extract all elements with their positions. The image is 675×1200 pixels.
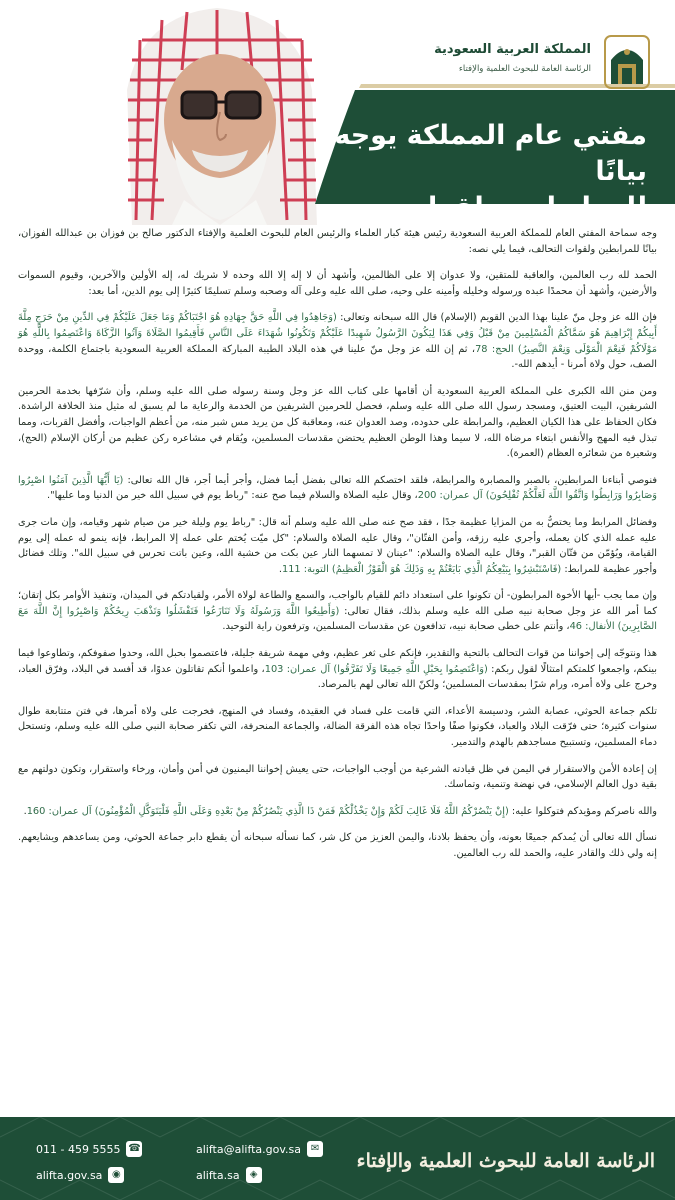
text-segment: هذا ونتوجّه إلى إخواننا من قوات التحالف بالتحية والتقدير، فإنكم على ثغر عظيم، وفي مهمة شريفة جليلة، فاعتصموا بحبل الله، وحدوا صفوفكم، وتطاوعوا فيما بينكم، واجمعوا كلمتكم امتثالًا لقول ربكم:: [18, 648, 657, 675]
social-icon: ◈: [246, 1167, 262, 1183]
paragraph-intro: وجه سماحة المفتي العام للمملكة العربية السعودية رئيس هيئة كبار العلماء والرئيس العام للبحوث العلمية والإفتاء الدكتور صالح بن فوزان بن عبدالله الفوزان، بيانًا للمرابطين ولقوات التحالف، فيما يلي نصه:: [18, 228, 657, 255]
phone-icon: ☎: [126, 1141, 142, 1157]
text-segment: ، وأنتم على خطى صحابة نبيه، تدافعون عن مقدسات المسلمين، وترفعون راية التوحيد.: [222, 621, 570, 633]
text-segment: فنوصي أبناءنا المرابطين، بالصبر والمصابرة والمرابطة، فلقد اختصكم الله تعالى بفضل أيما فضل، وأجر أيما أجر، قال الله تعالى:: [123, 474, 658, 486]
paragraph-advice: [18, 473, 657, 504]
mufti-portrait: [92, 0, 342, 225]
footer-calligraphy: الرئاسة العامة للبحوث العلمية والإفتاء: [356, 1150, 655, 1172]
quran-verse: (وَاعْتَصِمُوا بِحَبْلِ اللَّهِ جَمِيعًا وَلَا تَفَرَّقُوا) آل عمران: 103: [264, 663, 488, 675]
phone-number: 011 - 459 5555: [36, 1142, 121, 1156]
paragraph-closing: نسأل الله تعالى أن يُمدكم جميعًا بعونه، وأن يحفظ بلادنا، واليمن العزيز من كل شر، كما نسأله سبحانه أن يقطع دابر جماعة الحوثي، ومن يساعدهم ويشايعهم. إنه ولي ذلك والقادر عليه، والحمد لله رب العالمين.: [18, 832, 657, 859]
text-segment: وفضائل المرابط وما يختصُّ به من المزايا عظيمة جدًا ، فقد صح عنه صلى الله عليه وسلم أنه قال: "رباط يوم وليلة خير من صيام شهر وقيامه، وإن مات جرى عليه عمله الذي كان يعمله، وأجري عليه رزقه، وأمن الفتّان"، وقال عليه الصلاة والسلام: "كل ميّت يُختم على عمله إلا المرابط، فإنه ينمو له عمله إلى يوم القيامة، ويُؤمّن من فتّان القبر"، وقال عليه الصلاة والسلام: "عينان لا تمسهما النار عين بكت من خشية الله، وعين باتت تحرس في سبيل الله". وتلك فضائل وأجور عظيمة للمرابط:: [18, 516, 657, 575]
paragraph-duty: [18, 588, 657, 635]
phone-contact[interactable]: [36, 1141, 142, 1157]
text-segment: .: [278, 563, 282, 575]
text-segment: والله ناصركم ومؤيدكم فتوكلوا عليه:: [508, 805, 657, 817]
quran-verse: (فَاسْتَبْشِرُوا بِبَيْعِكُمُ الَّذِي بَايَعْتُمْ بِهِ وَذَلِكَ هُوَ الْفَوْزُ الْعَظِيمُ) التوبة: 111: [281, 563, 562, 575]
paragraph-kingdom: ومن منن الله الكبرى على المملكة العربية السعودية أن أقامها على كتاب الله عز وجل وسنة رسوله صلى الله عليه وسلم، وأن شرّفها بخدمة الحرمين الشريفين، البيت العتيق، ومسجد رسول الله صلى الله عليه وسلم، فحصل للحرمين الشريفين من الخدمة والرعاية ما لم يسبق له مثيل منذ الخلافة الراشدة. فكان الحفاظ على هذا الكيان العظيم، والمرابطة على حدوده، وصد العدوان عنه، ومعاقبة كل من يريد مس شبر منه، من أعظم الواجبات، وأفضل القربات، ومما تبذل فيه المهج والأنفس ابتغاء مرضاة الله، لا سيما وهذا الوطن العظيم يحتضن مقدسات المسلمين، ويُقام في مشاعره ركن عظيم من أركان الإسلام (الحج)، وشعيرة من شعائره العظام (العمرة).: [18, 385, 657, 460]
org-name: المملكة العربية السعودية: [434, 42, 591, 57]
text-segment: ، واعلموا أنكم تقاتلون عدوًا، قد أفسد في البلاد، وفرّق العباد، وخرج على ولاة أمره، ورام شرًا بمقدسات المسلمين؛ ولكنّ الله تعالى لهم بالمرصاد.: [18, 663, 657, 691]
social-contact[interactable]: [196, 1167, 262, 1183]
quran-verse: (يَا أَيُّهَا الَّذِينَ آمَنُوا اصْبِرُوا وَصَابِرُوا وَرَابِطُوا وَاتَّقُوا اللَّهَ لَعَلَّكُمْ تُفْلِحُونَ) آل عمران: 200: [18, 474, 657, 502]
org-subtitle: الرئاسة العامة للبحوث العلمية والإفتاء: [458, 64, 591, 74]
text-segment: ، ثم إن الله عز وجل منّ علينا في هذه البلاد الطيبة المباركة المملكة العربية السعودية باجتماع الكلمة، ووحدة الصف، حول ولاة أمرنا - أيدهم الله-.: [18, 343, 657, 371]
social-handle: alifta.sa: [196, 1168, 240, 1182]
paragraph-praise: الحمد لله رب العالمين، والعاقبة للمتقين، ولا عدوان إلا على الظالمين، وأشهد أن لا إله إلا الله وحده لا شريك له، إله الأولين والآخرين، وقيوم السموات والأرضين، وأشهد أن محمدًا عبده ورسوله وخليله وأمينه على وحيه، صلى الله عليه وعلى آله وصحبه وسلم تسليمًا كثيرًا إلى يوم الدين، أما بعد:: [18, 270, 657, 297]
text-segment: وإن مما يجب -أيها الأخوة المرابطون- أن تكونوا على استعداد دائم للقيام بالواجب، والسمع والطاعة لولاة الأمر، ولقيادتكم في الميدان، وتنفيذ الأوامر بكل إتقان؛ كما أمر الله عز وجل صحابة نبيه صلى الله عليه وسلم بذلك، فقال تعالى:: [18, 590, 657, 617]
quran-verse: (وَأَطِيعُوا اللَّهَ وَرَسُولَهُ وَلَا تَنَازَعُوا فَتَفْشَلُوا وَتَذْهَبَ رِيحُكُمْ وَاصْبِرُوا إِنَّ اللَّهَ مَعَ الصَّابِرِينَ) الأنفال: 46: [18, 605, 657, 633]
paragraph-virtues: [18, 515, 657, 577]
header: [0, 0, 675, 225]
quran-verse: (إِنْ يَنْصُرْكُمُ اللَّهُ فَلَا غَالِبَ لَكُمْ وَإِنْ يَخْذُلْكُمْ فَمَنْ ذَا الَّذِي يَنْصُرُكُمْ مِنْ بَعْدِهِ وَعَلَى اللَّهِ فَلْيَتَوَكَّلِ الْمُؤْمِنُونَ) آل عمران: 160: [26, 805, 509, 817]
email-icon: ✉: [307, 1141, 323, 1157]
statement-body: [18, 226, 657, 1116]
paragraph-tawakkul: [18, 804, 657, 820]
paragraph-yemen: إن إعادة الأمن والاستقرار في اليمن في ظل قيادته الشرعية من أوجب الواجبات، حتى يعيش إخواننا اليمنيون في أمن وأمان، ورخاء واستقرار، وتكون دولتهم مع بقية دول العالم الإسلامي، في نهضة وتنمية، وتماسك.: [18, 763, 657, 791]
text-segment: ، وقال عليه الصلاة والسلام فيما صح عنه: "رباط يوم في سبيل الله خير من الدنيا وما عليها".: [47, 490, 418, 502]
footer: [0, 1117, 675, 1200]
web-icon: ◉: [108, 1167, 124, 1183]
page-title: [317, 118, 647, 225]
paragraph-houthi: تلكم جماعة الحوثي، عصابة الشر، ودسيسة الأعداء، التي قامت على فساد في العقيدة، وفساد في المنهج، فخرجت على ولاة أمرها، في فتن متتابعة طوال سنوات كثيرة؛ حتى فرّقت البلاد والعباد، فكونوا صفًا واحدًا تجاه هذه الفرقة الضالة، والجماعة المنحرفة، التي تكفر صحابة النبي صلى الله عليه وسلم، وتستحل دماء المسلمين، وتستبيح مساجدهم بالهدم والتدمير.: [18, 705, 657, 749]
paragraph-coalition: [18, 646, 657, 693]
paragraph-religion: [18, 310, 657, 372]
website-url: alifta.gov.sa: [36, 1168, 103, 1182]
text-segment: فإن الله عز وجل منّ علينا بهذا الدين القويم (الإسلام) قال الله سبحانه وتعالى:: [336, 312, 657, 324]
text-segment: .: [23, 805, 27, 817]
title-line-2: للمرابطين ولقوات: [400, 192, 647, 223]
website-contact[interactable]: [36, 1167, 124, 1183]
email-contact[interactable]: [196, 1141, 323, 1157]
title-line-1: مفتي عام المملكة يوجه بيانًا: [334, 120, 647, 187]
quran-verse: (وَجَاهِدُوا فِي اللَّهِ حَقَّ جِهَادِهِ هُوَ اجْتَبَاكُمْ وَمَا جَعَلَ عَلَيْكُمْ فِي الدِّينِ مِنْ حَرَجٍ مِلَّةَ أَبِيكُمْ إِبْرَاهِيمَ هُوَ سَمَّاكُمُ الْمُسْلِمِينَ مِنْ قَبْلُ وَفِي هَذَا لِيَكُونَ الرَّسُولُ شَهِيدًا عَلَيْكُمْ وَتَكُونُوا شُهَدَاءَ عَلَى النَّاسِ فَأَقِيمُوا الصَّلَاةَ وَآتُوا الزَّكَاةَ وَاعْتَصِمُوا بِاللَّهِ هُوَ مَوْلَاكُمْ فَنِعْمَ الْمَوْلَى وَنِعْمَ النَّصِيرُ) الحج: 78: [18, 312, 657, 355]
email-address: alifta@alifta.gov.sa: [196, 1142, 302, 1156]
